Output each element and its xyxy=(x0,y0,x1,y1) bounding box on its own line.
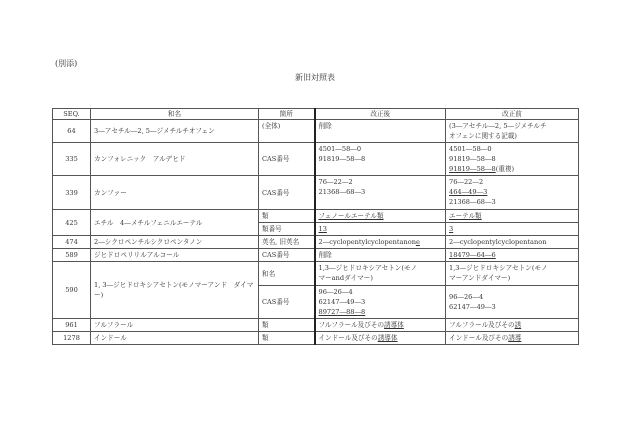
text-segment: マーアンドダイマー) xyxy=(449,274,511,282)
cell-line xyxy=(319,250,443,260)
cell-line xyxy=(449,273,575,283)
text-segment: 62147―49―3 xyxy=(318,298,366,306)
text-segment: 2―cyclopentylcyclopentanon xyxy=(449,238,547,246)
amended-text: 誘導体 xyxy=(377,334,398,342)
text-segment: 76―22―2 xyxy=(449,178,484,186)
place-cell: CAS番号 xyxy=(259,143,315,176)
amended-text: 誘導体 xyxy=(384,321,404,329)
before-cell xyxy=(446,120,579,143)
table-row xyxy=(53,143,579,176)
after-cell xyxy=(315,143,446,176)
before-cell xyxy=(446,176,579,210)
cell-line xyxy=(449,250,575,260)
text-segment: 96―26―4 xyxy=(318,288,353,296)
cell-line xyxy=(319,237,443,247)
name-cell: 2―シクロペンチルシクロペンタノン xyxy=(91,236,259,249)
cell-line xyxy=(449,131,575,141)
before-cell xyxy=(446,143,579,176)
seq-cell: 1278 xyxy=(53,332,91,345)
place-cell: 類 xyxy=(259,332,315,345)
cell-line xyxy=(449,144,575,154)
place-cell: 和名 xyxy=(259,262,315,286)
cell-line xyxy=(449,292,575,302)
cell-line xyxy=(319,177,443,187)
cell-line xyxy=(449,237,575,247)
after-cell xyxy=(315,210,446,223)
table-row xyxy=(53,262,579,286)
page-title: 新旧対照表 xyxy=(295,73,335,82)
name-cell: ジヒドロペリリルアルコール xyxy=(91,249,259,262)
name-cell: 3―アセチル―2, 5―ジメチルチオフェン xyxy=(91,120,259,143)
after-cell xyxy=(315,120,446,143)
place-cell: CAS番号 xyxy=(259,176,315,210)
amended-text: 誘導 xyxy=(508,334,522,342)
cell-line xyxy=(449,263,575,273)
cell-line xyxy=(319,187,443,197)
header-seq: SEQ. xyxy=(53,109,91,120)
name-cell: インドール xyxy=(91,332,259,345)
cell-line xyxy=(449,187,575,197)
text-segment: 96―26―4 xyxy=(449,293,484,301)
text-segment: (3―アセチル―2, 5―ジメチルチ xyxy=(449,122,547,130)
seq-cell: 474 xyxy=(53,236,91,249)
cell-line xyxy=(319,224,443,234)
text-segment: フルフラール及びその xyxy=(318,321,385,329)
place-cell: CAS番号 xyxy=(259,286,315,319)
name-cell: カンファー xyxy=(91,176,259,210)
text-segment: 21368―68―3 xyxy=(449,198,496,206)
text-segment: 91819―58―8 xyxy=(449,155,496,163)
cell-line xyxy=(449,164,575,174)
table-row xyxy=(53,210,579,223)
text-segment: 62147―49―3 xyxy=(449,303,496,311)
table-header-row xyxy=(53,109,579,120)
cell-line xyxy=(449,224,575,234)
seq-cell: 961 xyxy=(53,319,91,332)
text-segment: 削除 xyxy=(318,122,332,130)
text-segment: (重複) xyxy=(495,165,515,173)
text-segment: 4501―58―0 xyxy=(449,145,492,153)
seq-cell: 335 xyxy=(53,143,91,176)
amended-text: e xyxy=(415,238,420,246)
text-segment: フルフラール及びその xyxy=(449,321,515,329)
text-segment: 2―cyclopentylcyclopentanon xyxy=(318,238,416,246)
after-cell xyxy=(315,262,446,286)
header-before: 改正前 xyxy=(446,109,579,120)
cell-line xyxy=(449,197,575,207)
seq-cell: 589 xyxy=(53,249,91,262)
amended-text: 89727―88―8 xyxy=(318,308,366,316)
cell-line xyxy=(319,211,443,221)
text-segment: インドール及びその xyxy=(449,334,509,342)
text-segment: 4501―58―0 xyxy=(318,145,362,153)
seq-cell: 64 xyxy=(53,120,91,143)
seq-cell: 590 xyxy=(53,262,91,319)
cell-line xyxy=(449,154,575,164)
amended-text: 13 xyxy=(318,225,327,233)
seq-cell: 425 xyxy=(53,210,91,236)
cell-line xyxy=(319,144,443,154)
before-cell xyxy=(446,249,579,262)
before-cell xyxy=(446,332,579,345)
cell-line xyxy=(319,273,443,283)
text-segment: 21368―68―3 xyxy=(318,188,366,196)
before-cell xyxy=(446,286,579,319)
cell-line xyxy=(319,320,443,330)
place-cell: 英名, 旧英名 xyxy=(259,236,315,249)
cell-line xyxy=(319,263,443,273)
header-place: 箇所 xyxy=(259,109,315,120)
text-segment: マーandダイマー) xyxy=(318,274,373,282)
name-cell: フルフラール xyxy=(91,319,259,332)
place-cell: (全体) xyxy=(259,120,315,143)
cell-line xyxy=(319,154,443,164)
seq-cell: 339 xyxy=(53,176,91,210)
cell-line xyxy=(319,307,443,317)
amended-text: 3 xyxy=(449,225,454,233)
cell-line xyxy=(319,333,443,343)
table-row xyxy=(53,236,579,249)
name-cell: 1, 3―ジヒドロキシアセトン(モノマーアンド ダイマー) xyxy=(91,262,259,319)
after-cell xyxy=(315,236,446,249)
before-cell xyxy=(446,236,579,249)
amended-text: 91819―58―8 xyxy=(449,165,496,173)
text-segment: オフェンに関する記載) xyxy=(449,132,517,140)
comparison-table xyxy=(52,108,579,345)
text-segment: 1,3―ジヒドロキシアセトン(モノ xyxy=(318,264,418,272)
before-cell xyxy=(446,319,579,332)
header-name: 和名 xyxy=(91,109,259,120)
name-cell: カンフォレニック アルデヒド xyxy=(91,143,259,176)
amended-text: エーテル類 xyxy=(449,212,482,220)
attachment-label: (別添) xyxy=(55,59,78,68)
header-after: 改正後 xyxy=(315,109,446,120)
after-cell xyxy=(315,319,446,332)
text-segment: インドール及びその xyxy=(318,334,378,342)
cell-line xyxy=(319,297,443,307)
cell-line xyxy=(449,302,575,312)
after-cell xyxy=(315,223,446,236)
table-row xyxy=(53,319,579,332)
before-cell xyxy=(446,210,579,223)
cell-line xyxy=(449,320,575,330)
after-cell xyxy=(315,286,446,319)
amended-text: 誘 xyxy=(514,321,522,329)
cell-line xyxy=(449,211,575,221)
place-cell: 類番号 xyxy=(259,223,315,236)
before-cell xyxy=(446,223,579,236)
name-cell: エチル 4―メチルフェニルエーテル xyxy=(91,210,259,236)
before-cell xyxy=(446,262,579,286)
text-segment: 削除 xyxy=(318,251,332,259)
amended-text: フェノールエーテル類 xyxy=(318,212,384,220)
after-cell xyxy=(315,249,446,262)
amended-text: 18479―64―6 xyxy=(449,251,496,259)
cell-line xyxy=(319,287,443,297)
place-cell: 類 xyxy=(259,210,315,223)
place-cell: CAS番号 xyxy=(259,249,315,262)
table-row xyxy=(53,249,579,262)
table-row xyxy=(53,120,579,143)
text-segment: 91819―58―8 xyxy=(318,155,366,163)
after-cell xyxy=(315,176,446,210)
table-row xyxy=(53,332,579,345)
cell-line xyxy=(319,121,443,131)
amended-text: 464―49―3 xyxy=(449,188,488,196)
place-cell: 類 xyxy=(259,319,315,332)
cell-line xyxy=(449,121,575,131)
text-segment: 76―22―2 xyxy=(318,178,353,186)
table-row xyxy=(53,176,579,210)
cell-line xyxy=(449,177,575,187)
after-cell xyxy=(315,332,446,345)
text-segment: 1,3―ジヒドロキシアセトン(モノ xyxy=(449,264,548,272)
cell-line xyxy=(449,333,575,343)
